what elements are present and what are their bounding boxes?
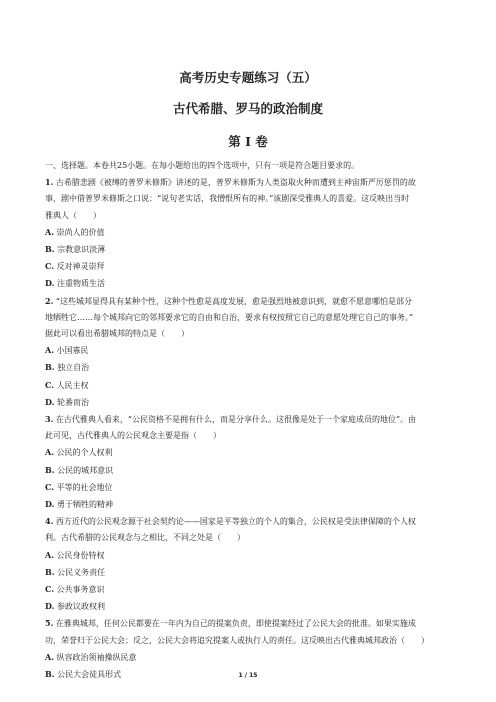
option-letter: D. [45,499,55,510]
question-3 [45,411,457,513]
option-letter: B. [45,566,55,577]
option-letter: B. [45,244,55,255]
answer-option[interactable] [45,496,457,513]
question-text-line [45,428,457,444]
answer-option[interactable] [45,479,457,496]
question-number: 2. [45,295,54,306]
question-text: 功，荣誉归于公民大会；反之，公民大会将追究提案人或执行人的责任。这反映出古代雅典城邦政治（ ） [45,635,429,645]
question-text-line [45,191,457,207]
question-text-line [45,208,457,224]
option-text: 公共事务意识 [56,585,105,595]
question-number: 1. [45,177,54,188]
question-number: 5. [45,618,54,629]
question-text-line [45,411,457,428]
question-text-line [45,530,457,546]
option-letter: C. [45,481,55,492]
question-text: 西方近代的公民观念源于社会契约论——国家是平等独立的个人的集合，公民权是受法律保障的个人权 [55,517,416,527]
option-letter: A. [45,549,54,560]
answer-option[interactable] [45,547,457,564]
option-text: 公民义务责任 [57,567,106,577]
option-text: 轮番而治 [56,397,89,407]
answer-option[interactable] [45,564,457,581]
option-letter: A. [45,226,54,237]
question-text: “这些城邦显得具有某种个性，这种个性愈是高度发展，愈是强烈地被意识到，就愈不愿意哪怕是部分 [55,296,412,306]
question-text-line [45,615,457,632]
question-text-line [45,174,457,191]
option-text: 公民的个人权利 [56,448,113,458]
question-text: 在古代雅典人看来，“公民资格不是拥有什么，而是分享什么。这很像是处于一个家庭成员的地位”。由 [55,415,417,425]
question-list [45,174,457,683]
answer-option[interactable] [45,462,457,479]
option-text: 平等的社会地位 [56,482,113,492]
page-number: 1 / 15 [238,672,258,679]
question-number: 4. [45,516,54,527]
option-letter: B. [45,362,55,373]
option-text: 注重物质生活 [56,279,105,289]
option-text: 反对神灵崇拜 [56,262,105,272]
option-letter: A. [45,447,54,458]
question-2 [45,293,457,411]
option-text: 独立自治 [57,363,90,373]
page-subtitle: 古代希腊、罗马的政治制度 [172,101,323,116]
option-text: 人民主权 [56,380,89,390]
question-text: 地牺牲它……每个城邦向它的邻邦要求它的自由和自治，要求有权按照它自己的意愿处理它自己的事务。” [45,312,414,322]
option-text: 纵容政治领袖操纵民意 [56,652,137,662]
volume-heading: 第 I 卷 [228,134,268,149]
option-text: 参政议政权利 [56,602,105,612]
option-text: 公民的城邦意识 [57,465,114,475]
answer-option[interactable] [45,224,457,241]
option-letter: A. [45,651,54,662]
option-letter: C. [45,584,55,595]
answer-option[interactable] [45,275,457,292]
answer-option[interactable] [45,394,457,411]
answer-option[interactable] [45,377,457,394]
option-letter: D. [45,601,55,612]
option-text: 公民大会徒具形式 [57,670,122,680]
answer-option[interactable] [45,258,457,275]
question-text-line [45,633,457,649]
answer-option[interactable] [45,241,457,258]
question-text-line [45,293,457,310]
question-text: 利。古代希腊的公民观念与之相比，不同之处是（ ） [45,533,245,543]
option-text: 公民身份特权 [56,550,105,560]
option-letter: D. [45,396,55,407]
question-text-line [45,310,457,326]
question-text: 据此可以看出希腊城邦的特点是（ ） [45,329,189,339]
question-4 [45,513,457,615]
question-text: 在雅典城邦，任何公民都要在一年内为自己的提案负责，即使提案经过了公民大会的批准。如果实施成 [55,619,416,629]
option-letter: A. [45,345,54,356]
question-text: 此可见，古代雅典人的公民观念主要是指（ ） [45,431,221,441]
answer-option[interactable] [45,342,457,359]
question-text-line [45,326,457,342]
question-text: 雅典人（ ） [45,210,101,220]
question-content [45,158,457,683]
option-letter: D. [45,278,55,289]
question-text-line [45,513,457,530]
option-letter: C. [45,379,55,390]
option-text: 勇于牺牲的精神 [56,500,113,510]
answer-option[interactable] [45,581,457,598]
question-number: 3. [45,414,54,425]
question-1 [45,174,457,292]
answer-option[interactable] [45,444,457,461]
option-text: 宗教意识淡薄 [57,245,106,255]
page-title: 高考历史专题练习（五） [179,70,317,85]
option-text: 小国寡民 [56,346,89,356]
option-text: 崇尚人的价值 [56,227,105,237]
question-text: 事，剧中借普罗米修斯之口说：“说句老实话，我憎恨所有的神。”该剧深受雅典人的喜爱。这反映出当时 [45,194,410,204]
option-letter: B. [45,464,55,475]
question-text: 古希腊悲剧《被缚的普罗米修斯》讲述的是，普罗米修斯为人类盗取火种而遭到主神宙斯严厉惩罚的故 [55,178,416,188]
answer-option[interactable] [45,359,457,376]
option-letter: C. [45,261,55,272]
option-letter: B. [45,669,55,680]
answer-option[interactable] [45,598,457,615]
answer-option[interactable] [45,649,457,666]
section-intro: 一、选择题。本卷共25小题。在每小题给出的四个选项中，只有一项是符合题目要求的。 [45,161,360,170]
